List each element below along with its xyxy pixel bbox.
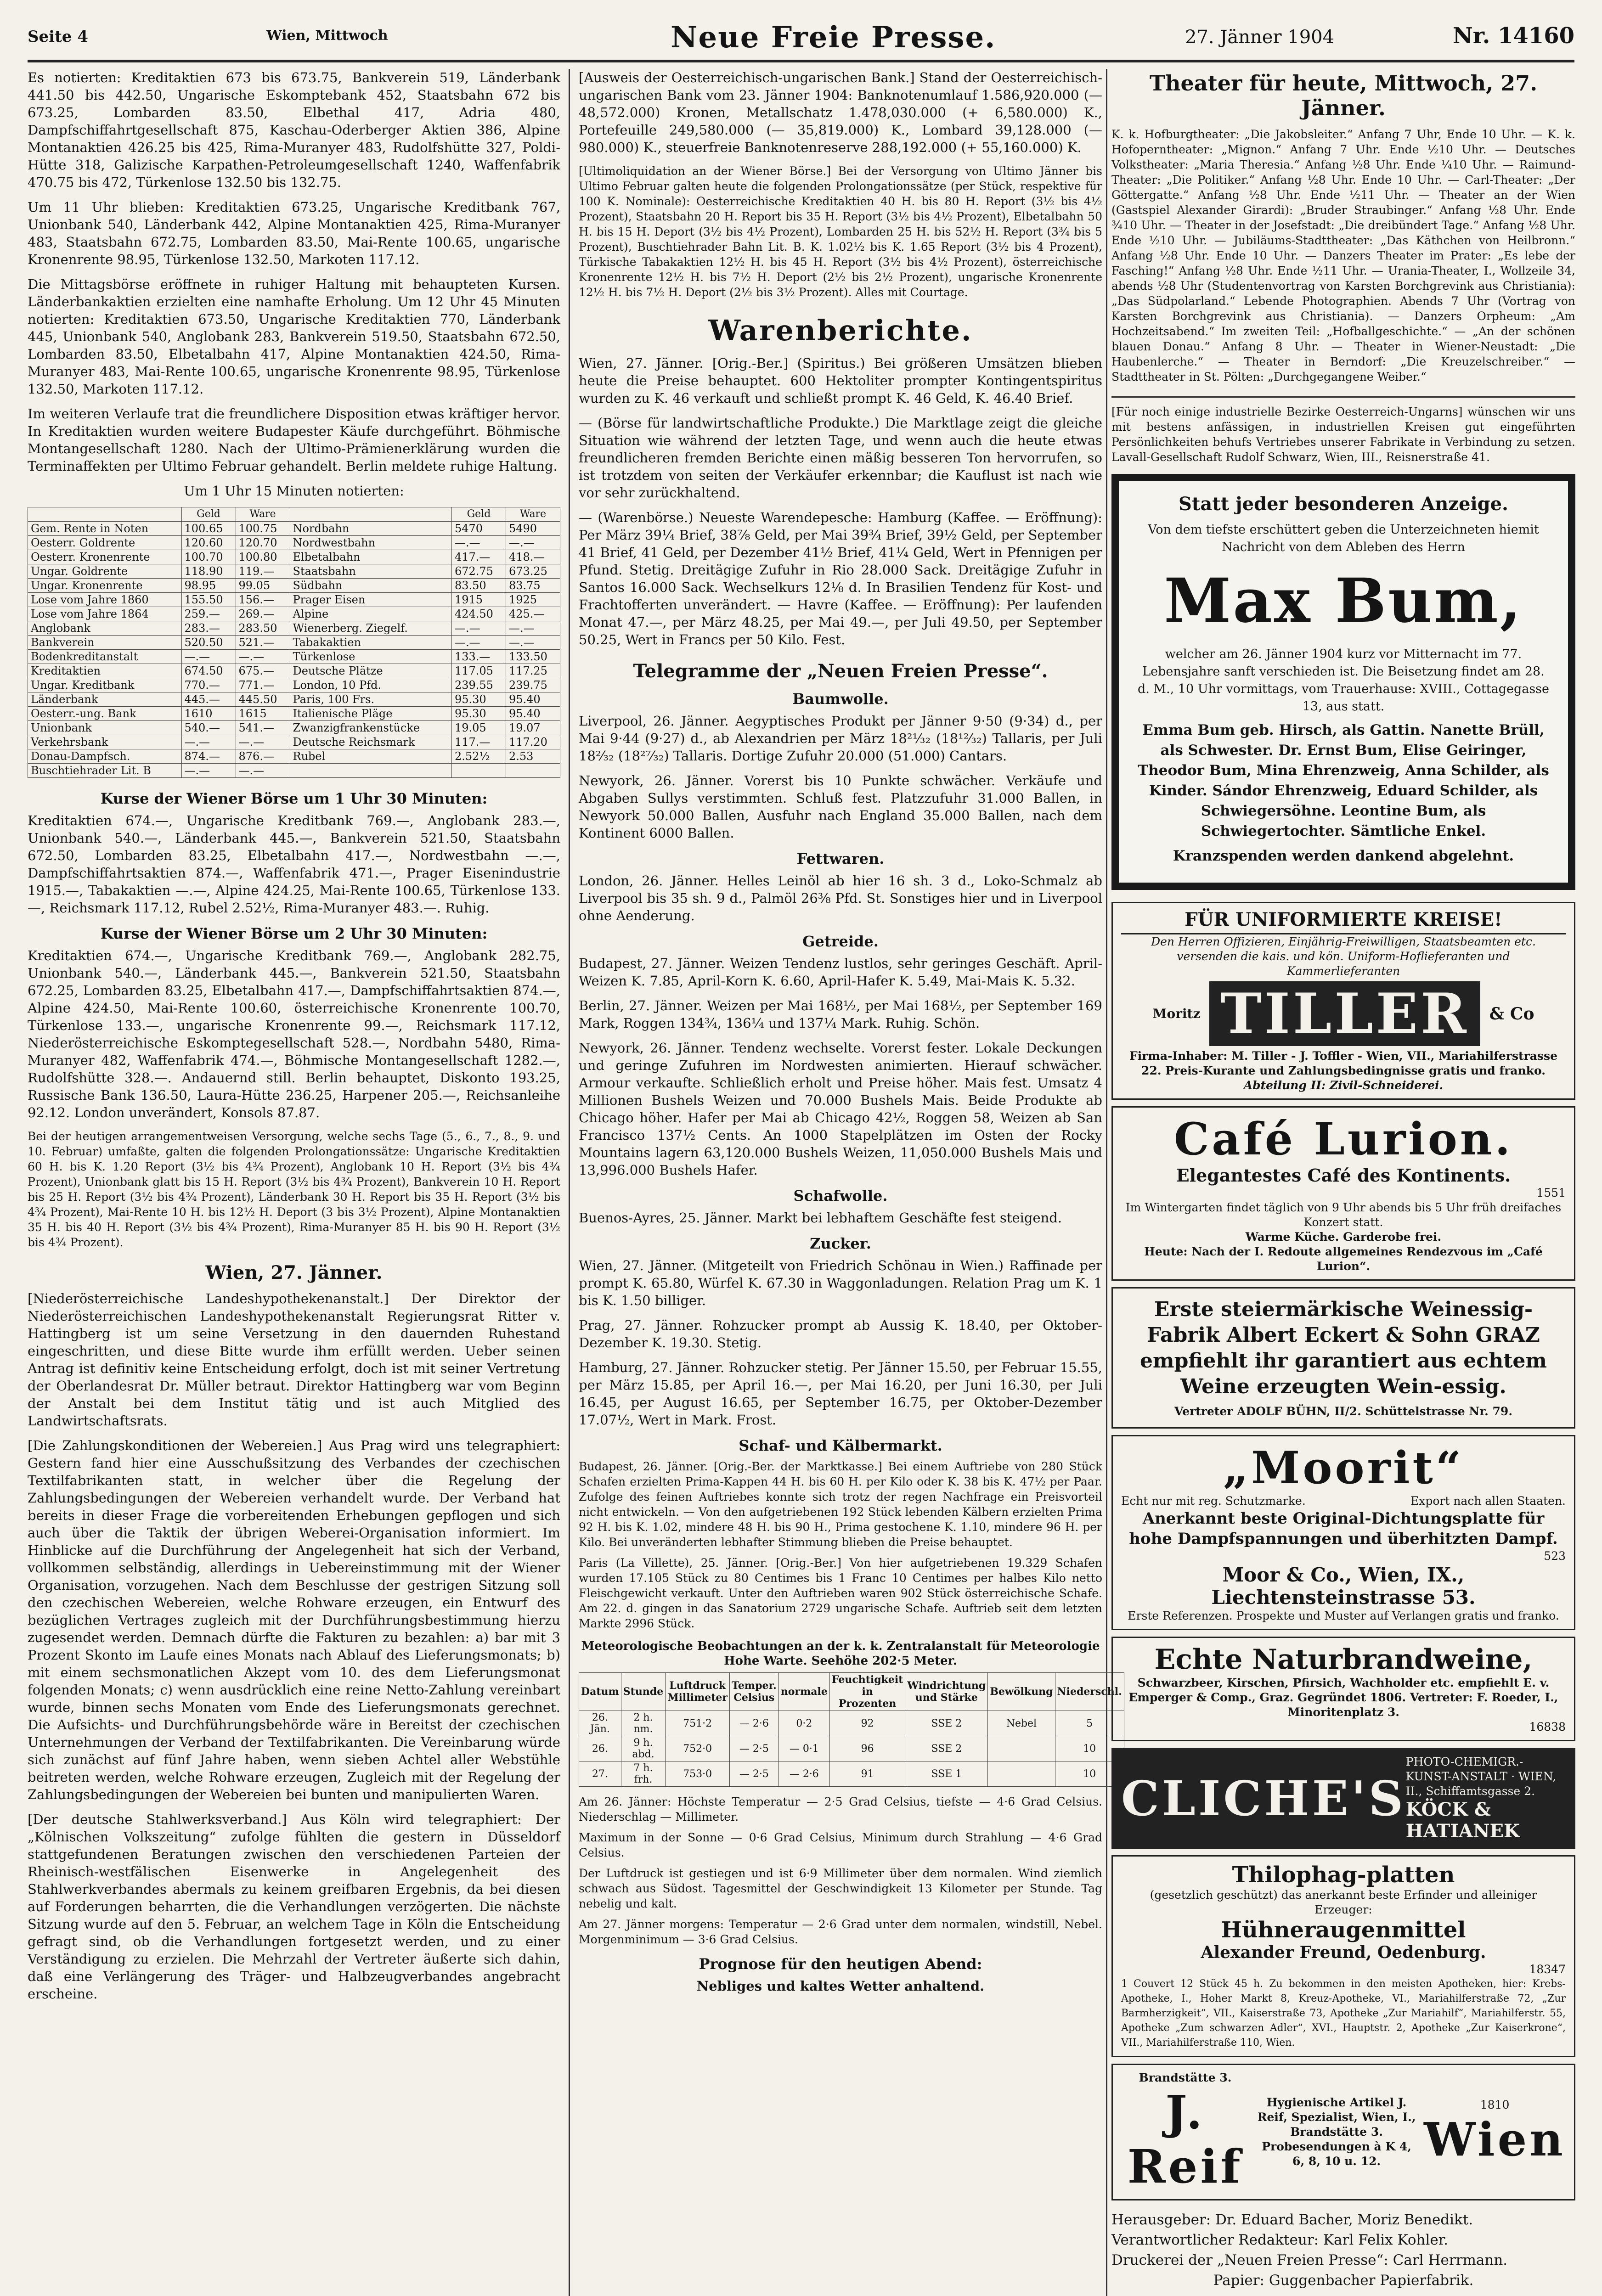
- table-cell: SSE 2: [905, 1711, 988, 1736]
- table-cell: 445.50: [236, 692, 290, 707]
- table-cell: Tabakaktien: [290, 636, 451, 650]
- paragraph: Maximum in der Sonne — 0·6 Grad Celsius, Minimum durch Strahlung — 4·6 Grad Celsius.: [579, 1831, 1102, 1859]
- paragraph: Wien, 27. Jänner. (Mitgeteilt von Friedrich Schönau in Wien.) Raffinade per prompt K. 65.80, Würfel K. 67.30 in Waggonladungen. Relation Prag um K. 1 bis K. 1.50 billiger.: [579, 1258, 1102, 1308]
- table-cell: 100.65: [181, 522, 236, 536]
- paragraph: Buenos-Ayres, 25. Jänner. Markt bei lebhaftem Geschäfte fest steigend.: [579, 1210, 1062, 1226]
- table-cell: Unionbank: [28, 721, 182, 735]
- ad-brand: „Moorit“: [1223, 1442, 1464, 1494]
- page-number: Seite 4: [28, 28, 88, 46]
- table-cell: 119.—: [236, 564, 290, 579]
- paragraph: Kreditaktien 674.—, Ungarische Kreditbank 769.—, Anglobank 282.75, Unionbank 540.—, Länderbank 445.—, Bankverein 521.50, Staatsbahn 672.25, Lombarden 83.25, Elbetalbahn 417.—, Dampfschiffahrtsaktien 874.—, Alpine 424.50, Mai-Rente 100.60, österreichische Kronenrente 100.70, Türkenlose 133.—, ungarische Kronenrente 99.—, Reichsmark 117.12, Niederösterreichische Eskomptegesellschaft 528.—, Nordbahn 5480, Rima-Muranyer 482, Waffenfabrik 474.—, Böhmische Montangesellschaft 1282.—, Rudolfshütte 328.—. Andauernd still. Berlin behauptet, Diskonto 193.25, Russische Bank 136.50, Laura-Hütte 236.25, Harpener 205.—, Reichsanleihe 92.12. London unverändert, Konsols 87.87.: [28, 948, 560, 1120]
- ad-headline: FÜR UNIFORMIERTE KREISE!: [1121, 909, 1566, 934]
- imprint-line: Herausgeber: Dr. Eduard Bacher, Moriz Benedikt.: [1111, 2212, 1473, 2228]
- ad-amenities: Warme Küche. Garderobe frei.: [1245, 1230, 1442, 1244]
- ad-references: Erste Referenzen. Prospekte und Muster auf Verlangen gratis und franko.: [1128, 1609, 1559, 1622]
- ad-brand: J. Reif: [1127, 2085, 1243, 2194]
- column-reports: [579, 69, 1122, 2002]
- table-cell: 269.—: [236, 607, 290, 621]
- table-cell: 2 h. nm.: [621, 1711, 665, 1736]
- table-cell: —.—: [506, 536, 560, 550]
- table-cell: 675.—: [236, 664, 290, 678]
- paragraph: Liverpool, 26. Jänner. Aegyptisches Produkt per Jänner 9·50 (9·34) d., per Mai 9·44 (9·27) d., ab Alexandrien per März 18²¹⁄₃₂ (18¹²⁄₃₂) Tallaris, per Juli 18²⁄₃₂ (18²⁷⁄₃₂) Tallaris. Dortige Zufuhr 20.000 (51.000) Cantars.: [579, 713, 1102, 764]
- table-cell: 83.75: [506, 579, 560, 593]
- paragraph: Hamburg, 27. Jänner. Rohzucker stetig. Per Jänner 15.50, per Februar 15.55, per März 15.85, per April 16.—, per Mai 16.20, per Juni 16.30, per Juli 16.45, per August 16.65, per September 16.75, per Oktober-Dezember 17.07½, Wert in Mark. Frost.: [579, 1360, 1102, 1428]
- table-cell: 673.25: [506, 564, 560, 579]
- table-cell: 117.20: [506, 735, 560, 749]
- mourners-list: Emma Bum geb. Hirsch, als Gattin. Nanette Brüll, als Schwester. Dr. Ernst Bum, Elise Geiringer, Theodor Bum, Mina Ehrenzweig, Anna Schilder, als Kinder. Sándor Ehrenzweig, Eduard Schilder, als Schwiegersöhne. Leontine Bum, als Schwiegertochter. Sämtliche Enkel.: [1138, 722, 1549, 839]
- table-cell: —.—: [506, 636, 560, 650]
- paragraph: Paris (La Villette), 25. Jänner. [Orig.-Ber.] Von hier aufgetriebenen 19.329 Schafen wurden 17.105 Stück zu 80 Centimes bis 1 Franc 10 Centimes per halbes Kilo netto Fleischgewicht verkauft. Unter den Auftrieben waren 902 Stück österreichische Schafe. Am 22. d. gingen in das Sanatorium 2729 ungarische Schafe. Auftrieb seit dem letzten Markte 2996 Stück.: [579, 1556, 1102, 1630]
- forecast-heading: Prognose für den heutigen Abend:: [699, 1955, 982, 1973]
- category-heading: Schafwolle.: [793, 1187, 888, 1204]
- table-header: Ware: [236, 507, 290, 522]
- forecast-text: Nebliges und kaltes Wetter anhaltend.: [696, 1978, 985, 1994]
- ad-firm: Moor & Co., Wien, IX., Liechtensteinstrasse 53.: [1211, 1564, 1476, 1609]
- table-cell: 418.—: [506, 550, 560, 564]
- table-cell: Ungar. Goldrente: [28, 564, 182, 579]
- table-row: [579, 1736, 1124, 1761]
- table-row: [28, 650, 560, 664]
- table-cell: 751·2: [666, 1711, 730, 1736]
- table-cell: Anglobank: [28, 621, 182, 636]
- table-cell: Zwanzigfrankenstücke: [290, 721, 451, 735]
- table-cell: 2.52½: [451, 749, 506, 764]
- imprint-line: Papier: Guggenbacher Papierfabrik.: [1213, 2272, 1474, 2289]
- imprint: [1111, 2210, 1575, 2290]
- table-row: [28, 593, 560, 607]
- table-cell: —.—: [236, 764, 290, 778]
- paragraph: Der Luftdruck ist gestiegen und ist 6·9 Millimeter über dem normalen. Wind ziemlich schwach aus Südost. Tagesmittel der Geschwindigkeit 13 Kilometer per Stunde. Tag nebelig und kalt.: [579, 1867, 1102, 1910]
- table-cell: — 2·6: [730, 1711, 779, 1736]
- imprint-line: Druckerei der „Neuen Freien Presse“: Carl Herrmann.: [1111, 2252, 1508, 2268]
- table-cell: Prager Eisen: [290, 593, 451, 607]
- table-cell: 239.55: [451, 678, 506, 692]
- table-cell: 10: [1055, 1736, 1124, 1761]
- table-cell: 540.—: [181, 721, 236, 735]
- paragraph: [Ultimoliquidation an der Wiener Börse.] Bei der Versorgung von Ultimo Jänner bis Ultimo Februar galten heute die folgenden Prolongationssätze (per Stück, respektive für 100 K. Nominale): Oesterreichische Kreditaktien 40 H. bis 80 H. Report (3½ bis 4½ Prozent), Staatsbahn 20 H. Report bis 35 H. Report (3½ bis 4½ Prozent), Elbetalbahn 50 H. bis 15 H. Deport (3½ bis 4½ Prozent), Lombarden 25 H. bis 52½ H. Report (3¾ bis 5 Prozent), Buschtiehrader Bahn Lit. B. K. 1.02½ bis K. 1.65 Report (3½ bis 4 Prozent), Türkische Tabakaktien 12½ H. bis 45 H. Report (3½ bis 4½ Prozent), österreichische Kronenrente 12½ H. bis 7½ H. Deport (2½ bis 2½ Prozent), ungarische Kronenrente 12½ H. bis 7½ H. Deport (2½ bis 3½ Prozent). Alles mit Courtage.: [579, 164, 1102, 299]
- table-row: [28, 678, 560, 692]
- paragraph: [Der deutsche Stahlwerksverband.] Aus Köln wird telegraphiert: Der „Kölnischen Volkszeitung“ zufolge fühlten die gestern in Düsseldorf stattgefundenen Beratungen zwischen den verschiedenen Parteien der Rheinisch-westfälischen Eisenwerke in Angelegenheit des Stahlwerkverbandes abermals zu keinem greifbaren Ergebnis, da bei diesen auf Forderungen beharrten, die die Verhandlungen verzögerten. Die nächste Sitzung wurde auf den 5. Februar, an welchem Tage in Köln die Entscheidung gefragt sind, ob die Verhandlungen fortgesetzt werden, und zu einer Verständigung zu erzielen. Die Mehrzahl der Vertreter äußerte sich dahin, daß eine Verlängerung des Träger- und Halbzeugverbandes angebracht erscheine.: [28, 1812, 560, 2002]
- table-header: Temper. Celsius: [730, 1673, 779, 1711]
- table-cell: 283.—: [181, 621, 236, 636]
- table-cell: Wienerberg. Ziegelf.: [290, 621, 451, 636]
- table-cell: 672.75: [451, 564, 506, 579]
- table-cell: 19.07: [506, 721, 560, 735]
- table-header: Bewölkung: [988, 1673, 1055, 1711]
- ad-cafe-lurion: [1111, 1106, 1575, 1281]
- table-header: Geld: [451, 507, 506, 522]
- section-title: Warenberichte.: [708, 314, 973, 347]
- table-cell: 120.70: [236, 536, 290, 550]
- table-cell: 521.—: [236, 636, 290, 650]
- ad-text: Im Wintergarten findet täglich von 9 Uhr abends bis 5 Uhr früh dreifaches Konzert statt.: [1125, 1201, 1562, 1229]
- ad-text: Anerkannt beste Original-Dichtungsplatte für hohe Dampfspannungen und überhitzten Dampf.: [1129, 1509, 1558, 1548]
- theater-listing: [1111, 71, 1575, 398]
- table-cell: London, 10 Pfd.: [290, 678, 451, 692]
- table-cell: 0·2: [778, 1711, 829, 1736]
- table-cell: 120.60: [181, 536, 236, 550]
- table-cell: Deutsche Reichsmark: [290, 735, 451, 749]
- ad-city: Wien: [1424, 2112, 1566, 2167]
- table-cell: 5470: [451, 522, 506, 536]
- table-cell: 1615: [236, 707, 290, 721]
- category-heading: Schaf- und Kälbermarkt.: [739, 1437, 942, 1454]
- table-header: Stunde: [621, 1673, 665, 1711]
- death-notice: [1111, 474, 1575, 890]
- ad-code: 16838: [1529, 1720, 1566, 1733]
- table-cell: 5: [1055, 1711, 1124, 1736]
- table-cell: Nordbahn: [290, 522, 451, 536]
- table-cell: Verkehrsbank: [28, 735, 182, 749]
- ad-reif: [1111, 2064, 1575, 2200]
- ad-brand: TILLER: [1209, 981, 1480, 1046]
- table-cell: 133.—: [451, 650, 506, 664]
- table-cell: 26.: [579, 1736, 621, 1761]
- paragraph: [Niederösterreichische Landeshypothekenanstalt.] Der Direktor der Niederösterreichischen Landeshypothekenanstalt Regierungsrat Ritter v. Hattingberg ist um seine Versetzung in den dauernden Ruhestand eingeschritten, und diese Bitte wurde ihm erfüllt werden. Ueber seinen Antrag ist definitiv keine Entscheidung erfolgt, doch ist mit seiner Vertretung der Oberlandesrat Dr. Müller betraut. Direktor Hattingberg war vom Beginn der Anstalt bei dem Institut tätig und ist auch Mitglied des Landwirtschaftsrats.: [28, 1291, 560, 1429]
- table-cell: Gem. Rente in Noten: [28, 522, 182, 536]
- ad-text: 1 Couvert 12 Stück 45 h. Zu bekommen in den meisten Apotheken, hier: Krebs-Apotheke, I., Hoher Markt 8, Kreuz-Apotheke, VI., Mariahilferstraße 72, „Zur Barmherzigkeit“, VII., Kaiserstraße 73, Apotheke „Zur Mariahilf“, Mariahilferstr. 55, Apotheke „Zum schwarzen Adler“, XVI., Hauptstr. 2, Apotheke „Zur Kaiserkrone“, VII., Mariahilferstraße 110, Wien.: [1121, 1978, 1566, 2048]
- ad-address: Brandstätte 3.: [1139, 2071, 1232, 2084]
- section-heading: Wien, 27. Jänner.: [205, 1262, 383, 1283]
- table-cell: 100.70: [181, 550, 236, 564]
- table-cell: 117.—: [451, 735, 506, 749]
- ad-firstname: Moritz: [1152, 1006, 1201, 1021]
- table-cell: Nebel: [988, 1711, 1055, 1736]
- table-cell: [988, 1736, 1055, 1761]
- table-cell: 417.—: [451, 550, 506, 564]
- paragraph: Berlin, 27. Jänner. Weizen per Mai 168½, per Mai 168½, per September 169 Mark, Roggen 134¾, 136¼ und 137¼ Mark. Ruhig. Schön.: [579, 998, 1102, 1031]
- ad-text: Erste steiermärkische Weinessig-Fabrik Albert Eckert & Sohn GRAZ empfiehlt ihr garantiert aus echtem Weine erzeugten Wein-essig.: [1140, 1298, 1547, 1398]
- paragraph: Am 26. Jänner: Höchste Temperatur — 2·5 Grad Celsius, tiefste — 4·6 Grad Celsius. Niederschlag — Millimeter.: [579, 1795, 1102, 1823]
- table-header: [290, 507, 451, 522]
- ad-thilophag: [1111, 1855, 1575, 2057]
- ad-brand: Echte Naturbrandweine,: [1154, 1643, 1533, 1676]
- death-notice-text: welcher am 26. Jänner 1904 kurz vor Mitternacht im 77. Lebensjahre sanft verschieden ist. Die Beisetzung findet am 28. d. M., 10 Uhr vormittags, vom Trauerhause: XVIII., Cottagegasse 13, aus statt.: [1137, 647, 1550, 714]
- paragraph: Es notierten: Kreditaktien 673 bis 673.75, Bankverein 519, Länderbank 441.50 bis 442.50, Ungarische Eskomptebank 452, Staatsbahn 672 bis 673.25, Lombarden 83.50, Elbethal 417, Adria 480, Dampfschiffahrtgesellschaft 875, Kaschau-Oderberger Aktien 386, Alpine Montanaktien 426.25 bis 425, Rima-Muranyer 483, Rudolfshütte 327, Poldi-Hütte 318, Galizische Karpathen-Petroleumgesellschaft 1240, Waffenfabrik 470.75 bis 472, Türkenlose 132.50 bis 132.75.: [28, 70, 560, 190]
- table-row: [28, 607, 560, 621]
- table-cell: Deutsche Plätze: [290, 664, 451, 678]
- table-cell: 117.05: [451, 664, 506, 678]
- table-cell: 771.—: [236, 678, 290, 692]
- ad-code: 1551: [1536, 1186, 1566, 1199]
- paragraph: London, 26. Jänner. Helles Leinöl ab hier 16 sh. 3 d., Loko-Schmalz ab Liverpool bis 35 sh. 9 d., Palmöl 26⅜ Pfd. St. Sonstiges hier und in Liverpool ohne Aenderung.: [579, 873, 1102, 923]
- column-rule: [569, 69, 570, 2296]
- ad-tiller: [1111, 902, 1575, 1100]
- table-cell: 520.50: [181, 636, 236, 650]
- table-cell: Lose vom Jahre 1860: [28, 593, 182, 607]
- ad-firm: KÖCK & HATIANEK: [1405, 1799, 1520, 1842]
- table-row: [579, 1761, 1124, 1787]
- table-cell: 259.—: [181, 607, 236, 621]
- table-cell: [506, 764, 560, 778]
- table-cell: 541.—: [236, 721, 290, 735]
- table-cell: 91: [829, 1761, 905, 1787]
- table-cell: 1915: [451, 593, 506, 607]
- ad-event: Heute: Nach der I. Redoute allgemeines Rendezvous im „Café Lurion“.: [1144, 1245, 1543, 1273]
- edition-label: Wien, Mittwoch: [266, 28, 388, 44]
- table-cell: SSE 2: [905, 1736, 988, 1761]
- paragraph: Im weiteren Verlaufe trat die freundlichere Disposition etwas kräftiger hervor. In Kreditaktien wurden weitere Budapester Käufe durchgeführt. Böhmische Montangesellschaft 1280. Nach der Ultimo-Prämienerklärung wurden die Terminaffekten per Ultimo Februar gehandelt. Berlin meldete ruhige Haltung.: [28, 406, 560, 474]
- paragraph: Um 1 Uhr 15 Minuten notierten:: [184, 483, 404, 499]
- table-cell: 96: [829, 1736, 905, 1761]
- table-cell: Rubel: [290, 749, 451, 764]
- section-heading: Telegramme der „Neuen Freien Presse“.: [633, 660, 1048, 682]
- table-row: [28, 550, 560, 564]
- table-row: [28, 764, 560, 778]
- paragraph: — (Warenbörse.) Neueste Warendepesche: Hamburg (Kaffee. — Eröffnung): Per März 39¼ Brief, 38⅞ Geld, per Mai 39¾ Brief, 39½ Geld, per September 41 Brief, 41 Geld, per Dezember 41½ Brief, 41¼ Geld, Wert in Pfennigen per Pfund. Stetig. Dreitägige Zufuhr in Rio 28.000 Sack. Dreitägige Zufuhr in Santos 16.000 Sack. Wechselkurs 12⅛ d. In Brasilien Tendenz für Kost- und Frachtofferten unverändert. — Havre (Kaffee. — Eröffnung): Per laufenden Monat 47.—, per März 48.25, per Mai 49.—, per Juli 49.50, per September 50.25, Wert in Francs per 50 Kilo. Fest.: [579, 510, 1102, 647]
- ad-cliches: [1111, 1748, 1575, 1849]
- paragraph: Prag, 27. Jänner. Rohzucker prompt ab Aussig K. 18.40, per Oktober-Dezember K. 19.30. Stetig.: [579, 1317, 1102, 1351]
- table-cell: — 0·1: [778, 1736, 829, 1761]
- table-cell: —.—: [236, 650, 290, 664]
- table-cell: — 2·5: [730, 1736, 779, 1761]
- table-cell: 674.50: [181, 664, 236, 678]
- table-cell: Kreditaktien: [28, 664, 182, 678]
- ad-tagline: (gesetzlich geschützt) das anerkannt beste Erfinder und alleiniger Erzeuger:: [1150, 1888, 1537, 1916]
- business-notice: [Für noch einige industrielle Bezirke Oesterreich-Ungarns] wünschen wir uns mit bestens anfässigen, in industriellen Kreisen gut eingeführten Persönlichkeiten behufs Vertriebes unserer Fabrikate in Verbindung zu setzen. Lavall-Gesellschaft Rudolf Schwarz, Wien, III., Reisnerstraße 41.: [1111, 405, 1575, 464]
- table-cell: 752·0: [666, 1736, 730, 1761]
- table-cell: Elbetalbahn: [290, 550, 451, 564]
- table-header: normale: [778, 1673, 829, 1711]
- table-cell: [451, 764, 506, 778]
- table-cell: Italienische Pläge: [290, 707, 451, 721]
- ad-brand: CLICHE'S: [1121, 1770, 1406, 1827]
- table-header: Niederschl.: [1055, 1673, 1124, 1711]
- ad-export-note: Export nach allen Staaten.: [1410, 1494, 1566, 1508]
- table-cell: 876.—: [236, 749, 290, 764]
- table-cell: 445.—: [181, 692, 236, 707]
- table-row: [579, 1711, 1124, 1736]
- weather-heading: Meteorologische Beobachtungen an der k. k. Zentralanstalt für Meteorologie: [581, 1639, 1100, 1653]
- table-cell: Bankverein: [28, 636, 182, 650]
- table-cell: 283.50: [236, 621, 290, 636]
- paragraph: Kreditaktien 674.—, Ungarische Kreditbank 769.—, Anglobank 283.—, Unionbank 540.—, Länderbank 445.—, Bankverein 521.50, Staatsbahn 672.50, Lombarden 83.25, Elbetalbahn 417.—, Nordwestbahn —.—, Dampfschiffahrtsaktien 874.—, Waffenfabrik 471.—, Prager Eisenindustrie 1915.—, Tabakaktien —.—, Alpine 424.25, Mai-Rente 100.65, Türkenlose 133.—, Reichsmark 117.12, Rubel 2.52½, Rima-Muranyer 483.—. Ruhig.: [28, 813, 560, 916]
- stock-table: [28, 507, 560, 778]
- table-header: Datum: [579, 1673, 621, 1711]
- section-heading: Kurse der Wiener Börse um 1 Uhr 30 Minuten:: [100, 790, 488, 807]
- column-notices: [1111, 69, 1575, 2290]
- weather-subheading: Hohe Warte. Seehöhe 202·5 Meter.: [724, 1654, 957, 1668]
- ad-address: Firma-Inhaber: M. Tiller - J. Toffler - Wien, VII., Mariahilferstrasse 22. Preis-Kurante und Zahlungsbedingnisse gratis und franko.: [1129, 1049, 1557, 1077]
- table-cell: Alpine: [290, 607, 451, 621]
- death-notice-header: Statt jeder besonderen Anzeige.: [1179, 493, 1508, 515]
- ad-text: Hygienische Artikel J. Reif, Spezialist, Wien, I., Brandstätte 3. Probesendungen à K 4, 6, 8, 10 u. 12.: [1257, 2096, 1416, 2168]
- table-cell: 92: [829, 1711, 905, 1736]
- table-cell: 155.50: [181, 593, 236, 607]
- paragraph: Budapest, 26. Jänner. [Orig.-Ber. der Marktkasse.] Bei einem Auftriebe von 280 Stück Schafen erzielten Prima-Kappen 44 H. bis 60 H. per Kilo oder K. 38 bis K. 47½ per Paar. Zufolge des feinen Auftriebes konnte sich trotz der regen Nachfrage ein Preisvorteil nicht entwickeln. — Von den aufgetriebenen 192 Stück lebenden Kälbern erzielten Prima 92 H. bis K. 1.02, mindere 48 H. bis 90 H., Prima gestochene K. 1.10, mindere 96 H. per Kilo. Bei unveränderten lebhafter Stimmung blieben die Preise behauptet.: [579, 1460, 1102, 1549]
- table-cell: —.—: [236, 735, 290, 749]
- ad-brandweine: [1111, 1637, 1575, 1741]
- paragraph: Newyork, 26. Jänner. Vorerst bis 10 Punkte schwächer. Verkäufe und Abgaben Sullys verstimmten. Schluß fest. Platzzufuhr 31.000 Ballen, in Newyork 50.000 Ballen, Ausfuhr nach England 35.000 Ballen, nach dem Kontinent 6000 Ballen.: [579, 773, 1102, 841]
- category-heading: Baumwolle.: [792, 690, 889, 708]
- theater-text: K. k. Hofburgtheater: „Die Jakobsleiter.“ Anfang 7 Uhr, Ende 10 Uhr. — K. k. Hofoperntheater: „Mignon.“ Anfang 7 Uhr. Ende ½10 Uhr. — Deutsches Volkstheater: „Maria Theresia.“ Anfang ½8 Uhr. Ende ¼10 Uhr. — Raimund-Theater: „Die Politiker.“ Anfang ½8 Uhr. Ende 10 Uhr. — Carl-Theater: „Der Göttergatte.“ Anfang ½8 Uhr. Ende ½11 Uhr. — Theater an der Wien (Gastspiel Alexander Girardi): „Bruder Straubinger.“ Anfang ½8 Uhr. Ende ¾10 Uhr. — Theater in der Josefstadt: „Die dreibündert Tage.“ Anfang ½8 Uhr. Ende ½10 Uhr. — Jubiläums-Stadttheater: „Das Käthchen von Heilbronn.“ Anfang ½8 Uhr. Ende 10 Uhr. — Danzers Theater im Prater: „Es lebe der Fasching!“ Anfang ½8 Uhr. Ende ½11 Uhr. — Urania-Theater, I., Wollzeile 34, abends ½8 Uhr (Studentenvortrag von Karsten Borchgrevink aus Christiania): „Das Südpolarland.“ Lebende Photographien. Abends 7 Uhr (Vortrag von Karsten Borchgrevink aus Christiania). — Danzers Orpheum: „Am Hochzeitsabend.“ Im zweiten Teil: „Hofballgeschichte.“ — „An der schönen blauen Donau.“ Anfang 8 Uhr. — Theater in Wiener-Neustadt: „Die Haubenlerche.“ — Theater in Berndorf: „Die Kreuzelschreiber.“ — Stadttheater in St. Pölten: „Durchgegangene Weiber.“: [1111, 128, 1575, 383]
- masthead-title: Neue Freie Presse.: [671, 20, 996, 55]
- table-cell: Oesterr.-ung. Bank: [28, 707, 182, 721]
- issue-date: 27. Jänner 1904: [1185, 27, 1335, 48]
- table-row: [28, 721, 560, 735]
- table-cell: 156.—: [236, 593, 290, 607]
- table-cell: — 2·6: [778, 1761, 829, 1787]
- ad-subline: Elegantestes Café des Kontinents.: [1176, 1165, 1511, 1186]
- table-cell: 100.80: [236, 550, 290, 564]
- ad-firm: Alexander Freund, Oedenburg.: [1201, 1943, 1486, 1962]
- ad-product: Hühneraugenmittel: [1221, 1917, 1466, 1943]
- table-cell: 95.40: [506, 692, 560, 707]
- theater-title: Theater für heute, Mittwoch, 27. Jänner.: [1149, 71, 1538, 120]
- table-cell: 95.30: [451, 692, 506, 707]
- ad-text: Schwarzbeer, Kirschen, Pfirsich, Wachholder etc. empfiehlt E. v. Emperger & Comp., Graz. Gegründet 1806. Vertreter: F. Roeder, I., Minoritenplatz 3.: [1128, 1676, 1558, 1719]
- table-row: [28, 692, 560, 707]
- table-cell: 100.75: [236, 522, 290, 536]
- table-header: Geld: [181, 507, 236, 522]
- paragraph: Bei der heutigen arrangementweisen Versorgung, welche sechs Tage (5., 6., 7., 8., 9. und 10. Februar) umfaßte, galten die folgenden Prolongationssätze: Ungarische Kreditaktien 60 H. bis K. 1.20 Report (3½ bis 4¾ Prozent), Anglobank 10 H. Report (3½ bis 4¾ Prozent), Unionbank glatt bis 15 H. Report (3½ bis 4¾ Prozent), Bankverein 10 H. Report bis 25 H. Report (3½ bis 4¾ Prozent), Länderbank 30 H. Report bis 35 H. Report (3½ bis 4¾ Prozent), Mai-Rente 10 H. bis 12½ H. Deport (3 bis 3½ Prozent), Alpine Montanaktien 35 H. bis 40 H. Report (3½ bis 4¾ Prozent), Rima-Muranyer 85 H. bis 90 H. Report (3½ bis 4¾ Prozent).: [28, 1130, 560, 1249]
- paragraph: Um 11 Uhr blieben: Kreditaktien 673.25, Ungarische Kreditbank 767, Unionbank 540, Länderbank 442, Alpine Montanaktien 425, Rima-Muranyer 483, Staatsbahn 672.75, Lombarden 83.50, Mai-Rente 100.65, ungarische Kronenrente 98.95, Türkenlose 132.50, Markoten 117.12.: [28, 199, 560, 267]
- page-header: [28, 18, 1574, 62]
- paragraph: Budapest, 27. Jänner. Weizen Tendenz lustlos, sehr geringes Geschäft. April-Weizen K. 7.85, April-Korn K. 6.60, April-Hafer K. 5.49, Mai-Mais K. 5.32.: [579, 956, 1102, 989]
- table-cell: —.—: [181, 650, 236, 664]
- ad-company-suffix: & Co: [1489, 1004, 1534, 1024]
- table-cell: 425.—: [506, 607, 560, 621]
- table-cell: Südbahn: [290, 579, 451, 593]
- table-row: [28, 636, 560, 650]
- ad-trademark-note: Echt nur mit reg. Schutzmarke.: [1121, 1494, 1306, 1508]
- paragraph: [Die Zahlungskonditionen der Webereien.] Aus Prag wird uns telegraphiert: Gestern fand hier eine Ausschußsitzung des Verbandes der czechischen Textilfabrikanten statt, in welcher über die Regelung der Zahlungsbedingungen der Webereien verhandelt wurde. Der Verband hat bereits in dieser Frage die vorbereitenden Erhebungen gepflogen und sich auch über die Taktik der übrigen Weberei-Organisation informiert. Im Hinblicke auf die Durchführung der Angelegenheit hat sich der Verband, vollkommen selbständig, allerdings in Uebereinstimmung mit der Wiener Organisation, vorzugehen. Nach dem Beschlusse der gestrigen Sitzung soll den czechischen Webereien, welche Rohware erzeugen, ein Entwurf des bezüglichen Vertrages zugleich mit der Durchführungsbestimmung hierzu zugesendet werden. Demnach dürfte die Fakturen zu bezahlen: a) bar mit 3 Prozent Skonto im Laufe eines Monats nach Ablauf des Lieferungsmonats; b) mit einem sechsmonatlichen Akzept vom 10. des dem Lieferungsmonat folgenden Monats; c) wenn ausdrücklich eine reine Netto-Zahlung vereinbart wurde, binnen sechs Monaten vom Ende des Lieferungsmonats gerechnet. Die Aufsichts- und Durchführungsbehörde wäre in Bereitst der czechischen Unternehmungen der Verband der Textilfabrikanten. Die Vereinbarung würde sich zunächst auf fünf Jahre haben, wenn sieben Achtel aller Webstühle beitreten werden, welche Rohware erzeugen, Zugleich mit der Regelung der Zahlungsbedingungen der Webereien bei bunten und manipulierten Waren.: [28, 1438, 560, 1802]
- category-heading: Getreide.: [802, 933, 879, 950]
- table-row: [28, 664, 560, 678]
- table-cell: 7 h. frh.: [621, 1761, 665, 1787]
- table-cell: —.—: [451, 536, 506, 550]
- ad-department: Abteilung II: Zivil-Schneiderei.: [1243, 1079, 1444, 1092]
- table-header: Windrichtung und Stärke: [905, 1673, 988, 1711]
- table-cell: 83.50: [451, 579, 506, 593]
- table-cell: 770.—: [181, 678, 236, 692]
- table-cell: Paris, 100 Frs.: [290, 692, 451, 707]
- table-cell: 98.95: [181, 579, 236, 593]
- table-cell: Türkenlose: [290, 650, 451, 664]
- table-cell: —.—: [451, 636, 506, 650]
- category-heading: Zucker.: [810, 1235, 871, 1252]
- death-notice-intro: Von dem tiefste erschüttert geben die Unterzeichneten hiemit Nachricht von dem Ableben des Herrn: [1148, 523, 1539, 554]
- paragraph: Die Mittagsbörse eröffnete in ruhiger Haltung mit behaupteten Kursen. Länderbankaktien erzielten eine namhafte Erholung. Um 12 Uhr 45 Minuten notierten: Kreditaktien 673.50, Ungarische Kreditaktien 770, Länderbank 445, Unionbank 540, Anglobank 283, Bankverein 519.50, Staatsbahn 672.50, Lombarden 83.50, Elbetalbahn 417, Alpine Montanaktien 424.50, Rima-Muranyer 483, Mai-Rente 100.65, ungarische Kronenrente 98.95, Türkenlose 132.50, Markoten 117.12.: [28, 276, 560, 397]
- table-row: [28, 564, 560, 579]
- paragraph: Newyork, 26. Jänner. Tendenz wechselte. Vorerst fester. Lokale Deckungen und geringe Zufuhren im Nordwesten animierten. Hierauf schwächer. Armour verkaufte. Schließlich erholt und Preise höher. Mais fest. Umsatz 4 Millionen Bushels Weizen und 70.000 Bushels Mais. Beide Produkte ab Chicago höher. Hafer per Mai ab Chicago 42½, Roggen 58, Weizen ab San Francisco 137½ Cents. An 1000 Stapelplätzen im Osten der Rocky Mountains lagern 63,120.000 Bushels Weizen, 11,050.000 Bushels Mais und 13,996.000 Bushels Hafer.: [579, 1040, 1102, 1178]
- section-heading: Kurse der Wiener Börse um 2 Uhr 30 Minuten:: [100, 925, 488, 942]
- column-finance: [28, 69, 560, 2010]
- table-cell: 9 h. abd.: [621, 1736, 665, 1761]
- table-cell: 26. Jän.: [579, 1711, 621, 1736]
- table-row: [28, 536, 560, 550]
- column-rule: [1106, 69, 1107, 2296]
- table-cell: Lose vom Jahre 1864: [28, 607, 182, 621]
- table-cell: 424.50: [451, 607, 506, 621]
- table-cell: Buschtiehrader Lit. B: [28, 764, 182, 778]
- table-cell: 10: [1055, 1761, 1124, 1787]
- paragraph: Wien, 27. Jänner. [Orig.-Ber.] (Spiritus.) Bei größeren Umsätzen blieben heute die Preise behauptet. 600 Hektoliter prompter Kontingentspiritus wurden zu K. 46 verkauft und schließt prompt K. 46 Geld, K. 46.40 Brief.: [579, 355, 1102, 406]
- table-cell: SSE 1: [905, 1761, 988, 1787]
- table-cell: Staatsbahn: [290, 564, 451, 579]
- weather-table: [579, 1672, 1124, 1787]
- table-cell: 99.05: [236, 579, 290, 593]
- table-cell: 95.30: [451, 707, 506, 721]
- table-row: [28, 621, 560, 636]
- table-cell: 239.75: [506, 678, 560, 692]
- table-cell: Oesterr. Goldrente: [28, 536, 182, 550]
- table-cell: —.—: [181, 764, 236, 778]
- table-row: [28, 522, 560, 536]
- table-cell: 19.05: [451, 721, 506, 735]
- table-cell: Nordwestbahn: [290, 536, 451, 550]
- table-cell: 2.53: [506, 749, 560, 764]
- table-header: Feuchtigkeit in Prozenten: [829, 1673, 905, 1711]
- table-cell: Donau-Dampfsch.: [28, 749, 182, 764]
- ad-code: 1810: [1480, 2098, 1510, 2111]
- table-cell: Länderbank: [28, 692, 182, 707]
- table-cell: 118.90: [181, 564, 236, 579]
- table-cell: [290, 764, 451, 778]
- ad-code: 523: [1544, 1549, 1566, 1563]
- table-row: [28, 749, 560, 764]
- deceased-name: Max Bum,: [1164, 565, 1523, 636]
- table-row: [28, 735, 560, 749]
- table-cell: Bodenkreditanstalt: [28, 650, 182, 664]
- table-cell: 874.—: [181, 749, 236, 764]
- ad-moorit: [1111, 1435, 1575, 1630]
- table-cell: —.—: [181, 735, 236, 749]
- table-row: [28, 579, 560, 593]
- ad-code: 18347: [1529, 1963, 1566, 1976]
- paragraph: Am 27. Jänner morgens: Temperatur — 2·6 Grad unter dem normalen, windstill, Nebel. Morgenminimum — 3·6 Grad Celsius.: [579, 1918, 1102, 1946]
- ad-subline: Den Herren Offizieren, Einjährig-Freiwilligen, Staatsbeamten etc. versenden die kais. und kön. Uniform-Hoflieferanten und Kammerlieferanten: [1151, 935, 1536, 978]
- table-cell: 133.50: [506, 650, 560, 664]
- ad-subline: PHOTO-CHEMIGR.-KUNST-ANSTALT · WIEN, II., Schiffamtsgasse 2.: [1405, 1755, 1557, 1798]
- table-cell: 117.25: [506, 664, 560, 678]
- table-cell: 5490: [506, 522, 560, 536]
- ad-representative: Vertreter ADOLF BÜHN, II/2. Schüttelstrasse Nr. 79.: [1174, 1405, 1513, 1418]
- paragraph: [Ausweis der Oesterreichisch-ungarischen Bank.] Stand der Oesterreichisch-ungarischen Bank vom 23. Jänner 1904: Banknotenumlauf 1.586,920.000 (— 48,572.000) Kronen, Metallschatz 1.478,030.000 (+ 6,580.000) K., Portefeuille 249,580.000 (— 35,819.000) K., Lombard 39,128.000 (— 980.000) K., steuerfreie Banknotenreserve 288,192.000 (+ 55,160.000) K.: [579, 70, 1102, 155]
- table-row: [28, 707, 560, 721]
- table-header: [28, 507, 182, 522]
- table-cell: Ungar. Kreditbank: [28, 678, 182, 692]
- issue-number: Nr. 14160: [1452, 23, 1574, 49]
- table-cell: 27.: [579, 1761, 621, 1787]
- table-cell: — 2·5: [730, 1761, 779, 1787]
- table-cell: [988, 1761, 1055, 1787]
- table-cell: 1610: [181, 707, 236, 721]
- category-heading: Fettwaren.: [796, 850, 885, 867]
- ad-weinessig: [1111, 1287, 1575, 1429]
- table-cell: Oesterr. Kronenrente: [28, 550, 182, 564]
- table-cell: Ungar. Kronenrente: [28, 579, 182, 593]
- paragraph: — (Börse für landwirtschaftliche Produkte.) Die Marktlage zeigt die gleiche Situation wie während der letzten Tage, und wenn auch die heute etwas freundlicheren fremden Berichte einen mäßig besseren Ton hervorrufen, so ist trotzdem von seiten der Verkäufer erkennbar; die Kauflust ist nach wie vor sehr zurückhaltend.: [579, 415, 1102, 501]
- ad-brand: Café Lurion.: [1174, 1113, 1513, 1165]
- table-header: Luftdruck Millimeter: [666, 1673, 730, 1711]
- table-cell: —.—: [451, 621, 506, 636]
- imprint-line: Verantwortlicher Redakteur: Karl Felix Kohler.: [1111, 2232, 1448, 2248]
- ad-brand: Thilophag-platten: [1232, 1862, 1455, 1888]
- death-notice-closing: Kranzspenden werden dankend abgelehnt.: [1173, 848, 1514, 864]
- table-cell: —.—: [506, 621, 560, 636]
- table-header: Ware: [506, 507, 560, 522]
- table-cell: 1925: [506, 593, 560, 607]
- table-cell: 95.40: [506, 707, 560, 721]
- table-cell: 753·0: [666, 1761, 730, 1787]
